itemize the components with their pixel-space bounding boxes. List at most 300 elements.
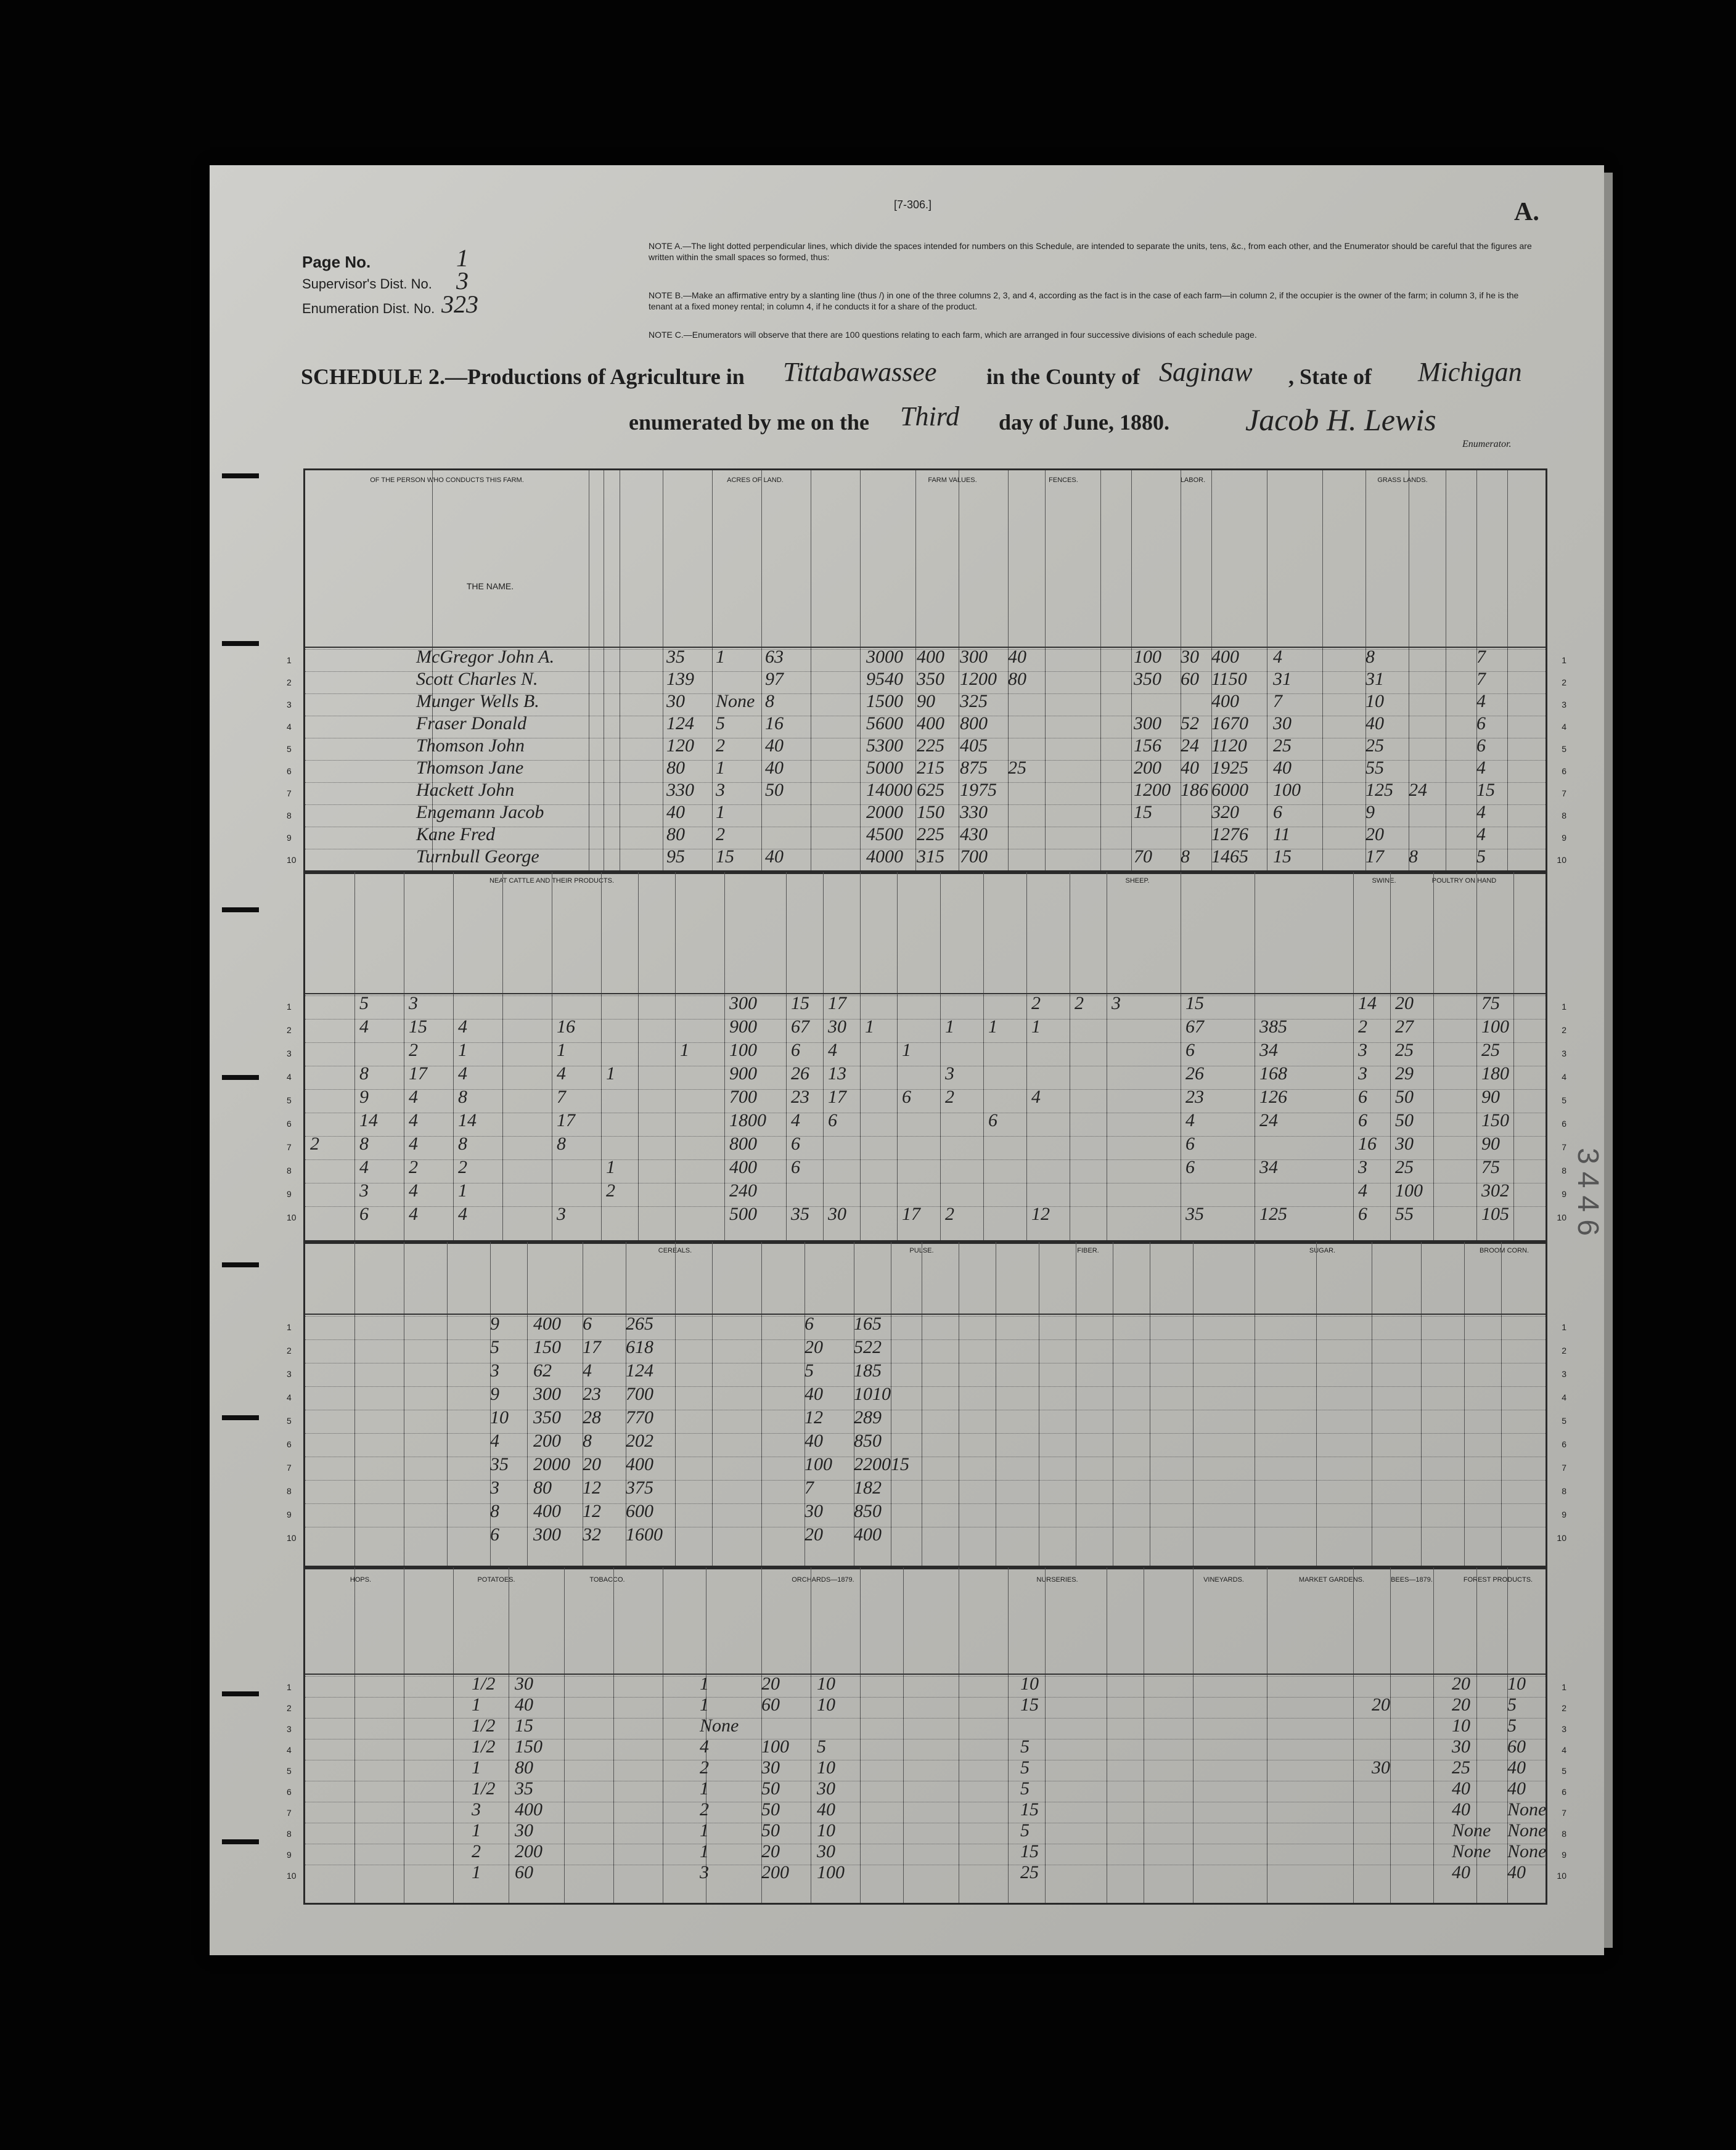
farm-value-cell: 400	[1211, 647, 1239, 667]
orchard-forest-cell: 400	[515, 1799, 542, 1820]
row-number: 10	[287, 1212, 297, 1222]
orchard-forest-cell: 20	[1372, 1694, 1390, 1715]
livestock-cell: 2	[945, 1087, 954, 1107]
cereal-cell: 300	[533, 1524, 561, 1545]
cereal-cell: 32	[583, 1524, 601, 1545]
livestock-cell: 4	[359, 1157, 369, 1177]
column-rule	[675, 1242, 676, 1568]
livestock-cell: 302	[1481, 1180, 1509, 1201]
cereal-cell: 6	[583, 1314, 592, 1334]
column-rule	[447, 1242, 448, 1568]
farm-value-cell: 225	[917, 824, 944, 844]
livestock-cell: 25	[1481, 1040, 1500, 1060]
orchard-forest-cell: 5	[1020, 1820, 1030, 1841]
livestock-cell: 4	[458, 1016, 467, 1037]
row-number: 8	[287, 1486, 292, 1496]
orchard-forest-cell: 30	[817, 1841, 835, 1862]
column-rule	[453, 872, 454, 1242]
row-number: 1	[287, 1682, 292, 1692]
farm-value-cell: 300	[1134, 713, 1161, 734]
section-cereals	[287, 1240, 1566, 1569]
column-rule	[860, 872, 861, 1242]
livestock-cell: 2	[1031, 993, 1041, 1013]
cereal-cell: 124	[626, 1360, 653, 1381]
column-rule	[897, 872, 898, 1242]
farm-value-cell: 150	[917, 802, 944, 822]
livestock-cell: 3	[1112, 993, 1121, 1013]
orchard-forest-cell: 15	[1020, 1694, 1039, 1715]
farm-value-cell: 30	[1273, 713, 1292, 734]
margin-mark: 3446	[1571, 1148, 1604, 1243]
orchard-forest-cell: 1	[472, 1862, 481, 1882]
cereal-cell: 185	[854, 1360, 882, 1381]
s1-title-farm-values: FARM VALUES.	[928, 476, 977, 484]
livestock-cell: 4	[1358, 1180, 1367, 1201]
orchard-forest-cell: 10	[817, 1757, 835, 1778]
livestock-cell: 35	[1185, 1204, 1204, 1224]
cereal-cell: 9	[490, 1314, 499, 1334]
orchard-forest-cell: 25	[1452, 1757, 1470, 1778]
livestock-cell: 100	[729, 1040, 757, 1060]
livestock-cell: 20	[1395, 993, 1414, 1013]
livestock-cell: 1	[680, 1040, 689, 1060]
row-number: 10	[287, 855, 297, 865]
cereal-cell: 12	[583, 1501, 601, 1521]
livestock-cell: 75	[1481, 993, 1500, 1013]
column-rule	[1390, 1568, 1391, 1903]
livestock-cell: 4	[1185, 1110, 1195, 1130]
cereal-cell: 265	[626, 1314, 653, 1334]
orchard-forest-cell: 50	[761, 1820, 780, 1841]
farm-value-cell: 60	[1181, 669, 1199, 689]
farm-value-cell: 11	[1273, 824, 1290, 844]
note-a: NOTE A.—The light dotted perpendicular lines, which divide the spaces intended for numbers on this Schedule, are intended to separate the units, tens, &c., from each other, and the Enumerator should be careful that the figures are written within the small spaces so formed, thus:	[649, 241, 1532, 262]
farm-value-cell: 90	[917, 691, 935, 711]
farm-value-cell: 20	[1365, 824, 1384, 844]
livestock-cell: 3	[1358, 1040, 1367, 1060]
row-number: 8	[1562, 1829, 1566, 1839]
farm-value-cell: 30	[666, 691, 685, 711]
farm-value-cell: 350	[917, 669, 944, 689]
cereal-cell: 770	[626, 1407, 653, 1428]
scan-mark	[222, 473, 259, 478]
farmer-name: Thomson John	[416, 735, 525, 756]
orchard-forest-cell: 1	[472, 1757, 481, 1778]
farm-value-cell: 40	[765, 735, 784, 756]
livestock-cell: 6	[1358, 1204, 1367, 1224]
column-rule	[527, 1242, 528, 1568]
s4-title-tobacco: TOBACCO.	[589, 1576, 625, 1584]
row-number: 9	[1562, 1510, 1566, 1519]
farm-value-cell: 1925	[1211, 758, 1248, 778]
livestock-cell: 4	[557, 1063, 566, 1084]
farm-value-cell: 25	[1273, 735, 1292, 756]
livestock-cell: 15	[1185, 993, 1204, 1013]
farm-value-cell: 95	[666, 846, 685, 867]
row-number: 5	[1562, 1095, 1566, 1105]
livestock-cell: 8	[359, 1063, 369, 1084]
cereal-cell: 4	[490, 1431, 499, 1451]
livestock-cell: 1	[945, 1016, 954, 1037]
orchard-forest-cell: 1/2	[472, 1736, 496, 1757]
s1-title-fences: FENCES.	[1049, 476, 1078, 484]
livestock-cell: 2	[458, 1157, 467, 1177]
livestock-cell: 6	[988, 1110, 997, 1130]
orchard-forest-cell: 1	[472, 1694, 481, 1715]
farmer-name: McGregor John A.	[416, 647, 555, 667]
livestock-cell: 35	[791, 1204, 809, 1224]
section-farm-and-land	[287, 468, 1566, 874]
row-number: 9	[1562, 1189, 1566, 1199]
orchard-forest-cell: 30	[515, 1674, 533, 1694]
date-label: day of June, 1880.	[999, 410, 1170, 435]
row-number: 2	[287, 1703, 292, 1713]
row-number: 9	[287, 1850, 292, 1860]
row-number: 7	[287, 1463, 292, 1473]
name-column-label: THE NAME.	[466, 581, 514, 591]
livestock-cell: 1800	[729, 1110, 766, 1130]
column-rule	[1433, 1568, 1434, 1903]
row-number: 6	[287, 1787, 292, 1797]
livestock-cell: 8	[557, 1134, 566, 1154]
orchard-forest-cell: 3	[472, 1799, 481, 1820]
cereal-cell: 400	[626, 1454, 653, 1474]
farm-value-cell: 1150	[1211, 669, 1247, 689]
row-number: 10	[1557, 1871, 1566, 1881]
livestock-cell: 24	[1259, 1110, 1278, 1130]
s2-title-sheep: SHEEP.	[1125, 877, 1150, 885]
row-number: 10	[1557, 1533, 1566, 1543]
state: Michigan	[1418, 357, 1522, 387]
column-rule	[354, 1242, 355, 1568]
row-number: 5	[1562, 1416, 1566, 1426]
livestock-cell: 100	[1481, 1016, 1509, 1037]
paper-edge	[1604, 173, 1613, 1948]
livestock-cell: 150	[1481, 1110, 1509, 1130]
cereal-cell: 40	[805, 1431, 823, 1451]
cereal-cell: 10	[490, 1407, 509, 1428]
column-rule	[502, 872, 503, 1242]
farm-value-cell: 300	[960, 647, 988, 667]
livestock-cell: 2	[1075, 993, 1084, 1013]
note-c: NOTE C.—Enumerators will observe that there are 100 questions relating to each farm, which are arranged in four successive divisions of each schedule page.	[649, 330, 1257, 340]
row-number: 8	[287, 1829, 292, 1839]
orchard-forest-cell: 3	[700, 1862, 709, 1882]
cereal-cell: 8	[583, 1431, 592, 1451]
farm-value-cell: 2	[716, 735, 725, 756]
cereal-cell: 850	[854, 1431, 882, 1451]
column-rule	[860, 1568, 861, 1903]
row-number: 4	[1562, 1392, 1566, 1402]
row-number: 7	[1562, 788, 1566, 798]
s4-title-potatoes: POTATOES.	[477, 1576, 515, 1584]
orchard-forest-cell: 5	[1020, 1778, 1030, 1799]
orchard-forest-cell: 80	[515, 1757, 533, 1778]
orchard-forest-cell: 2	[700, 1799, 709, 1820]
livestock-cell: 4	[409, 1087, 418, 1107]
farm-value-cell: 6000	[1211, 780, 1248, 800]
farm-value-cell: 1200	[960, 669, 997, 689]
row-number: 6	[1562, 766, 1566, 776]
livestock-cell: 17	[828, 993, 846, 1013]
farm-value-cell: 6	[1273, 802, 1282, 822]
livestock-cell: 8	[458, 1087, 467, 1107]
row-number: 6	[1562, 1787, 1566, 1797]
livestock-cell: 30	[828, 1204, 846, 1224]
note-b: NOTE B.—Make an affirmative entry by a slanting line (thus /) in one of the three columns 2, 3, and 4, according as the fact is in the case of each farm—in column 2, if the occupier is the owner of the farm; in column 3, if he is the tenant at a fixed money rental; in column 4, if he conducts it for a share of the product.	[649, 290, 1519, 311]
column-rule	[983, 872, 984, 1242]
livestock-cell: 34	[1259, 1040, 1278, 1060]
farmer-name: Scott Charles N.	[416, 669, 538, 689]
farm-value-cell: 6	[1476, 735, 1486, 756]
farm-value-cell: 50	[765, 780, 784, 800]
scan-mark	[222, 1691, 259, 1696]
column-rule	[1193, 1568, 1194, 1903]
row-number: 4	[287, 1072, 292, 1082]
orchard-forest-cell: 4	[700, 1736, 709, 1757]
orchard-forest-cell: 30	[515, 1820, 533, 1841]
farm-value-cell: 63	[765, 647, 784, 667]
farm-value-cell: 186	[1181, 780, 1208, 800]
scan-mark	[222, 1075, 259, 1080]
row-number: 3	[1562, 1724, 1566, 1734]
livestock-cell: 385	[1259, 1016, 1287, 1037]
farm-value-cell: 5300	[866, 735, 903, 756]
s3-title-cereals: CEREALS.	[658, 1247, 692, 1254]
farm-value-cell: 70	[1134, 846, 1152, 867]
cereal-cell: 20	[805, 1524, 823, 1545]
livestock-cell: 6	[791, 1040, 800, 1060]
row-number: 8	[287, 1166, 292, 1175]
row-number: 9	[287, 1510, 292, 1519]
farm-value-cell: 4000	[866, 846, 903, 867]
farm-value-cell: 7	[1273, 691, 1282, 711]
orchard-forest-cell: None	[1452, 1820, 1491, 1841]
livestock-cell: 6	[1358, 1110, 1367, 1130]
column-rule	[1390, 872, 1391, 1242]
livestock-cell: 12	[1031, 1204, 1050, 1224]
livestock-cell: 1	[458, 1040, 467, 1060]
livestock-cell: 168	[1259, 1063, 1287, 1084]
cereal-cell: 300	[533, 1384, 561, 1404]
s3-title-broom-corn: BROOM CORN.	[1479, 1247, 1529, 1254]
farm-value-cell: 31	[1273, 669, 1292, 689]
s4-title-orchards: ORCHARDS—1879.	[792, 1576, 854, 1584]
farm-value-cell: 1975	[960, 780, 997, 800]
s4-title-forest: FOREST PRODUCTS.	[1463, 1576, 1533, 1584]
row-number: 6	[1562, 1439, 1566, 1449]
orchard-forest-cell: 10	[817, 1820, 835, 1841]
farm-value-cell: 1	[716, 758, 725, 778]
s4-title-bees: BEES—1879.	[1391, 1576, 1433, 1584]
farm-value-cell: 40	[1273, 758, 1292, 778]
row-number: 10	[1557, 1212, 1566, 1222]
row-number: 8	[1562, 811, 1566, 820]
farm-value-cell: 40	[1365, 713, 1384, 734]
orchard-forest-cell: 40	[515, 1694, 533, 1715]
row-number: 5	[287, 744, 292, 754]
orchard-forest-cell: 1	[472, 1820, 481, 1841]
orchard-forest-cell: 1/2	[472, 1674, 496, 1694]
cereal-cell: 20	[583, 1454, 601, 1474]
s1-title-labor: LABOR.	[1180, 476, 1206, 484]
county: Saginaw	[1159, 357, 1253, 387]
farm-value-cell: 320	[1211, 802, 1239, 822]
livestock-cell: 2	[409, 1157, 418, 1177]
livestock-cell: 4	[409, 1110, 418, 1130]
livestock-cell: 13	[828, 1063, 846, 1084]
livestock-cell: 105	[1481, 1204, 1509, 1224]
farm-value-cell: 4	[1476, 802, 1486, 822]
row-number: 3	[287, 700, 292, 709]
column-rule	[354, 872, 355, 1242]
page-letter: A.	[1514, 198, 1539, 226]
farm-value-cell: 1	[716, 802, 725, 822]
orchard-forest-cell: 50	[761, 1778, 780, 1799]
orchard-forest-cell: 40	[1507, 1778, 1526, 1799]
livestock-cell: 900	[729, 1016, 757, 1037]
s4-title-market-gardens: MARKET GARDENS.	[1298, 1576, 1365, 1584]
livestock-cell: 17	[409, 1063, 427, 1084]
livestock-cell: 100	[1395, 1180, 1423, 1201]
row-number: 3	[1562, 1369, 1566, 1379]
farm-value-cell: 5	[716, 713, 725, 734]
row-number: 1	[1562, 655, 1566, 665]
orchard-forest-cell: 5	[1020, 1757, 1030, 1778]
column-rule	[1026, 872, 1027, 1242]
farm-value-cell: 400	[1211, 691, 1239, 711]
column-rule	[1193, 1242, 1194, 1568]
farm-value-cell: 330	[960, 802, 988, 822]
orchard-forest-cell: None	[1507, 1820, 1547, 1841]
row-number: 5	[1562, 1766, 1566, 1776]
cereal-cell: 8	[490, 1501, 499, 1521]
farm-value-cell: 8	[1409, 846, 1418, 867]
farm-value-cell: 7	[1476, 647, 1486, 667]
livestock-cell: 700	[729, 1087, 757, 1107]
farm-value-cell: 4	[1476, 691, 1486, 711]
farm-value-cell: 5000	[866, 758, 903, 778]
s1-title-acres: ACRES OF LAND.	[727, 476, 784, 484]
farm-value-cell: None	[716, 691, 755, 711]
farm-value-cell: 1465	[1211, 846, 1248, 867]
farm-value-cell: 25	[1365, 735, 1384, 756]
livestock-cell: 180	[1481, 1063, 1509, 1084]
livestock-cell: 25	[1395, 1040, 1414, 1060]
row-number: 6	[287, 1119, 292, 1129]
farm-value-cell: 225	[917, 735, 944, 756]
livestock-cell: 26	[791, 1063, 809, 1084]
farmer-name: Munger Wells B.	[416, 691, 539, 711]
farm-value-cell: 31	[1365, 669, 1384, 689]
livestock-cell: 6	[902, 1087, 911, 1107]
orchard-forest-cell: 20	[1452, 1694, 1470, 1715]
livestock-cell: 3	[359, 1180, 369, 1201]
column-rule	[1008, 1568, 1009, 1903]
orchard-forest-cell: 60	[515, 1862, 533, 1882]
livestock-cell: 1	[988, 1016, 997, 1037]
livestock-cell: 1	[902, 1040, 911, 1060]
s2-title-cattle: NEAT CATTLE AND THEIR PRODUCTS.	[489, 877, 615, 885]
livestock-cell: 67	[1185, 1016, 1204, 1037]
cereal-cell: 182	[854, 1478, 882, 1498]
row-number: 7	[1562, 1142, 1566, 1152]
row-rule	[305, 1697, 1546, 1698]
column-rule	[823, 872, 824, 1242]
cereal-cell: 80	[533, 1478, 552, 1498]
cereal-cell: 600	[626, 1501, 653, 1521]
livestock-cell: 90	[1481, 1134, 1500, 1154]
row-number: 5	[287, 1766, 292, 1776]
farm-value-cell: 80	[666, 758, 685, 778]
row-number: 2	[1562, 1025, 1566, 1035]
farm-value-cell: 1	[716, 647, 725, 667]
s2-title-swine: SWINE.	[1372, 877, 1396, 885]
row-number: 5	[287, 1095, 292, 1105]
orchard-forest-cell: 30	[817, 1778, 835, 1799]
farm-value-cell: 40	[1008, 647, 1026, 667]
livestock-cell: 4	[409, 1134, 418, 1154]
farm-value-cell: 4	[1273, 647, 1282, 667]
farm-value-cell: 315	[917, 846, 944, 867]
livestock-cell: 2	[606, 1180, 615, 1201]
livestock-cell: 6	[1185, 1040, 1195, 1060]
farm-value-cell: 4	[1476, 824, 1486, 844]
row-number: 7	[287, 788, 292, 798]
column-rule	[601, 872, 602, 1242]
s3-title-fiber: FIBER.	[1077, 1247, 1099, 1254]
farm-value-cell: 9	[1365, 802, 1375, 822]
s4-title-nurseries: NURSERIES.	[1036, 1576, 1078, 1584]
livestock-cell: 2	[1358, 1016, 1367, 1037]
livestock-cell: 240	[729, 1180, 757, 1201]
livestock-cell: 1	[606, 1063, 615, 1084]
section-livestock	[287, 870, 1566, 1244]
livestock-cell: 7	[557, 1087, 566, 1107]
livestock-cell: 800	[729, 1134, 757, 1154]
livestock-cell: 1	[1031, 1016, 1041, 1037]
cereal-cell: 3	[490, 1360, 499, 1381]
s4-title-vineyards: VINEYARDS.	[1203, 1576, 1244, 1584]
row-number: 2	[1562, 1346, 1566, 1355]
farm-value-cell: 430	[960, 824, 988, 844]
livestock-cell: 4	[1031, 1087, 1041, 1107]
orchard-forest-cell: None	[1507, 1799, 1547, 1820]
cereal-cell: 28	[583, 1407, 601, 1428]
farm-value-cell: 1200	[1134, 780, 1171, 800]
cereal-cell: 150	[533, 1337, 561, 1357]
cereal-cell: 700	[626, 1384, 653, 1404]
column-rule	[453, 1568, 454, 1903]
livestock-cell: 6	[791, 1134, 800, 1154]
farm-value-cell: 1276	[1211, 824, 1248, 844]
cereal-cell: 400	[533, 1314, 561, 1334]
enumerated-label: enumerated by me on the	[629, 410, 869, 435]
farmer-name: Thomson Jane	[416, 758, 524, 778]
column-rule	[940, 872, 941, 1242]
page-no-value: 1	[456, 244, 469, 272]
farmer-name: Turnbull George	[416, 846, 539, 867]
row-number: 7	[1562, 1808, 1566, 1818]
livestock-cell: 75	[1481, 1157, 1500, 1177]
cereal-cell: 400	[854, 1524, 882, 1545]
column-rule	[675, 872, 676, 1242]
livestock-cell: 2	[409, 1040, 418, 1060]
cereal-cell: 165	[854, 1314, 882, 1334]
farm-value-cell: 200	[1134, 758, 1161, 778]
county-label: in the County of	[986, 364, 1140, 389]
cereal-cell: 289	[854, 1407, 882, 1428]
